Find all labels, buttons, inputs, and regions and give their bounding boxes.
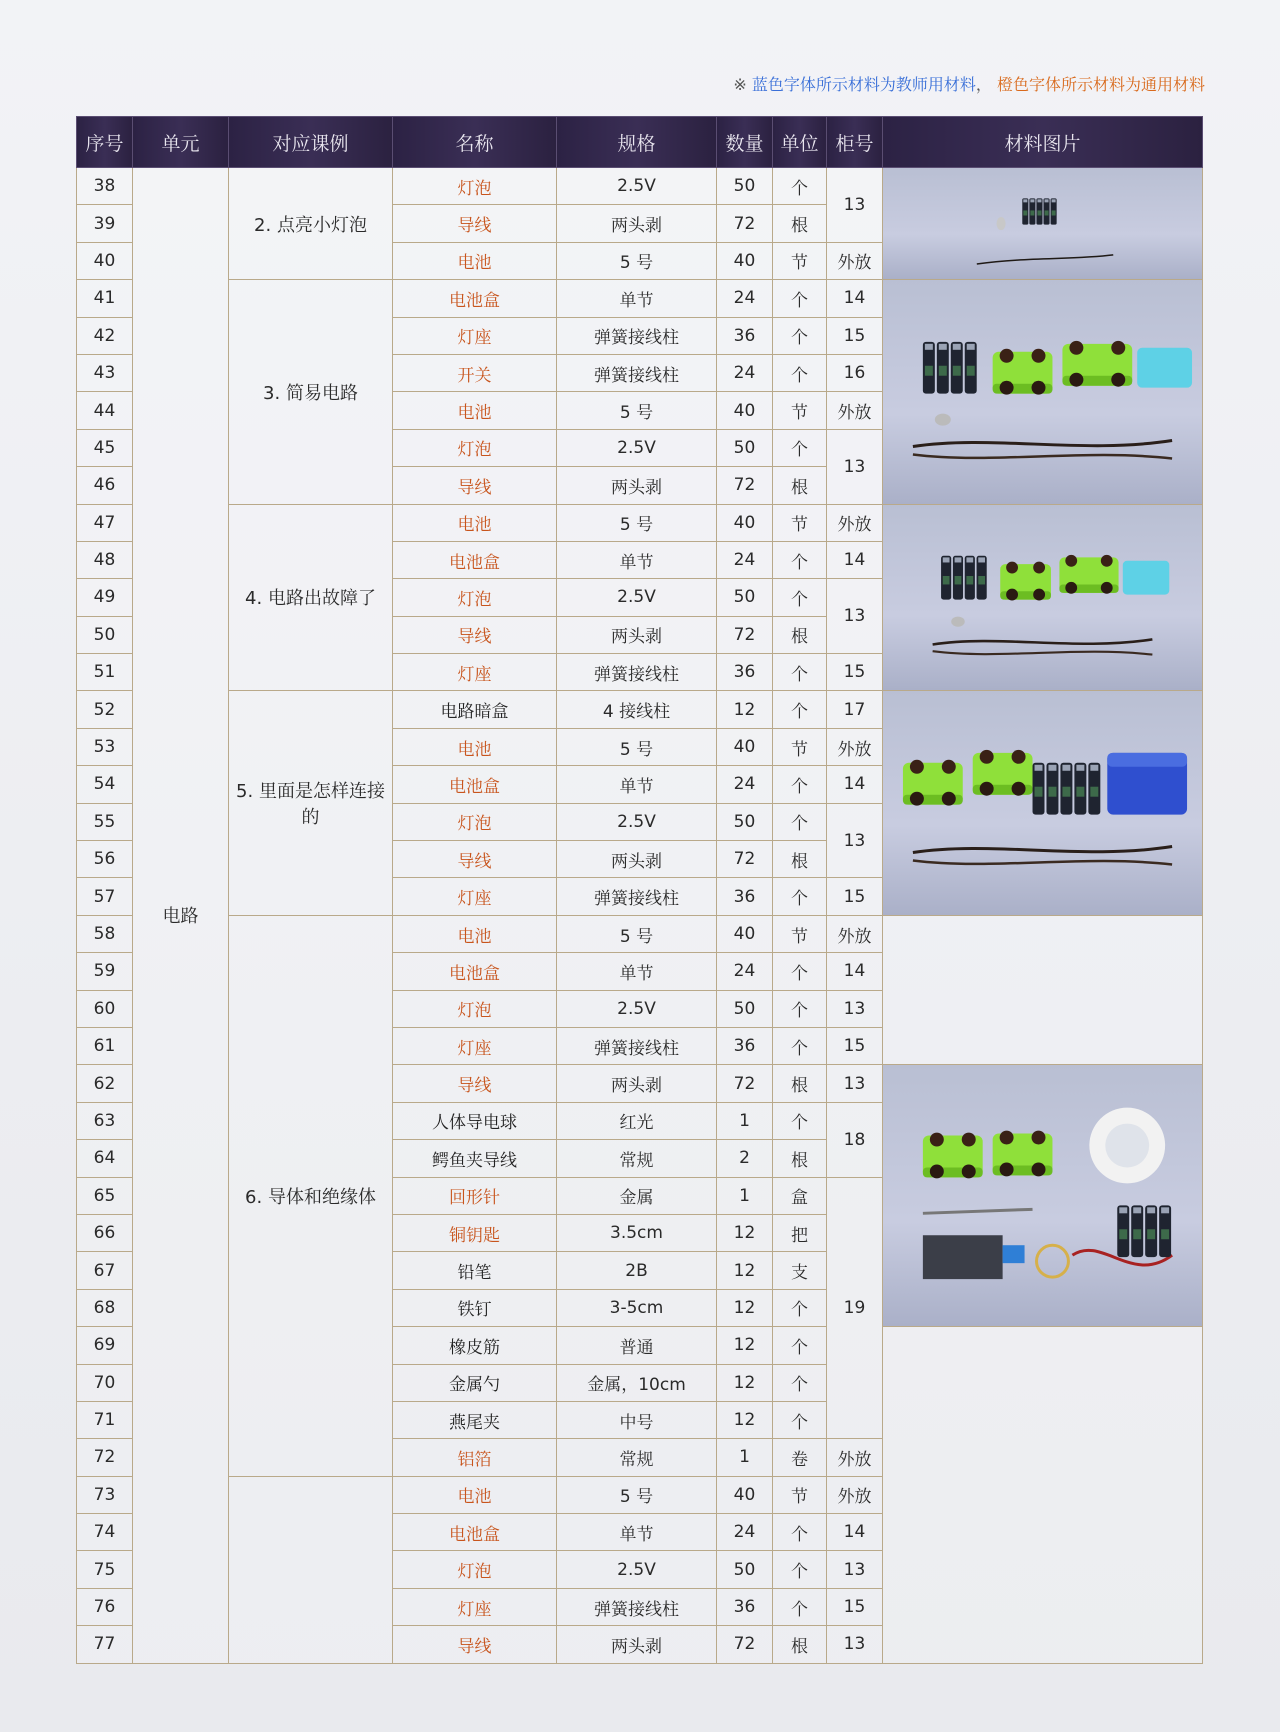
material-spec: 5 号 xyxy=(557,915,717,952)
row-number: 75 xyxy=(77,1551,133,1588)
material-name: 导线 xyxy=(393,841,557,878)
cabinet-number: 外放 xyxy=(827,392,883,429)
material-spec: 2B xyxy=(557,1252,717,1289)
photo-lesson-6 xyxy=(883,1065,1203,1327)
material-spec: 5 号 xyxy=(557,242,717,279)
material-name: 开关 xyxy=(393,354,557,391)
material-spec: 5 号 xyxy=(557,504,717,541)
row-number: 45 xyxy=(77,429,133,466)
material-unit: 个 xyxy=(773,990,827,1027)
material-spec: 2.5V xyxy=(557,1551,717,1588)
material-name: 灯座 xyxy=(393,878,557,915)
material-spec: 单节 xyxy=(557,280,717,317)
material-quantity: 1 xyxy=(717,1102,773,1139)
material-quantity: 12 xyxy=(717,1401,773,1438)
material-quantity: 72 xyxy=(717,841,773,878)
material-quantity: 12 xyxy=(717,1214,773,1251)
material-spec: 弹簧接线柱 xyxy=(557,878,717,915)
material-unit: 支 xyxy=(773,1252,827,1289)
cabinet-number: 13 xyxy=(827,1551,883,1588)
table-header-row xyxy=(77,117,1203,168)
cabinet-number: 19 xyxy=(827,1177,883,1439)
material-name: 灯泡 xyxy=(393,579,557,616)
row-number: 66 xyxy=(77,1214,133,1251)
material-quantity: 12 xyxy=(717,1327,773,1364)
material-spec: 3.5cm xyxy=(557,1214,717,1251)
row-number: 77 xyxy=(77,1626,133,1663)
material-unit: 节 xyxy=(773,392,827,429)
material-unit: 盒 xyxy=(773,1177,827,1214)
material-quantity: 12 xyxy=(717,691,773,728)
material-spec: 单节 xyxy=(557,541,717,578)
material-unit: 把 xyxy=(773,1214,827,1251)
lesson-cell: 4. 电路出故障了 xyxy=(229,504,393,691)
row-number: 71 xyxy=(77,1401,133,1438)
material-spec: 弹簧接线柱 xyxy=(557,1027,717,1064)
note-mark: ※ xyxy=(733,75,747,94)
material-spec: 2.5V xyxy=(557,579,717,616)
cabinet-number: 外放 xyxy=(827,504,883,541)
material-quantity: 40 xyxy=(717,1476,773,1513)
material-unit: 个 xyxy=(773,1551,827,1588)
material-spec: 5 号 xyxy=(557,728,717,765)
material-unit: 个 xyxy=(773,1401,827,1438)
material-quantity: 50 xyxy=(717,429,773,466)
material-unit: 个 xyxy=(773,280,827,317)
row-number: 38 xyxy=(77,168,133,205)
material-name: 铜钥匙 xyxy=(393,1214,557,1251)
header-name: 名称 xyxy=(393,117,557,168)
material-name: 导线 xyxy=(393,616,557,653)
material-name: 鳄鱼夹导线 xyxy=(393,1140,557,1177)
material-name: 铝箔 xyxy=(393,1439,557,1476)
material-name: 电池 xyxy=(393,1476,557,1513)
photo-lesson-2 xyxy=(883,168,1203,280)
material-unit: 个 xyxy=(773,654,827,691)
color-legend-note xyxy=(733,72,1205,95)
cabinet-number: 16 xyxy=(827,354,883,391)
row-number: 48 xyxy=(77,541,133,578)
material-quantity: 12 xyxy=(717,1252,773,1289)
material-quantity: 50 xyxy=(717,990,773,1027)
material-quantity: 72 xyxy=(717,1065,773,1102)
cabinet-number: 13 xyxy=(827,990,883,1027)
header-spec: 规格 xyxy=(557,117,717,168)
material-quantity: 24 xyxy=(717,541,773,578)
material-spec: 4 接线柱 xyxy=(557,691,717,728)
material-unit: 卷 xyxy=(773,1439,827,1476)
row-number: 52 xyxy=(77,691,133,728)
row-number: 55 xyxy=(77,803,133,840)
material-quantity: 72 xyxy=(717,205,773,242)
cabinet-number: 13 xyxy=(827,1065,883,1102)
cabinet-number: 18 xyxy=(827,1102,883,1177)
table-row xyxy=(77,280,1203,317)
row-number: 61 xyxy=(77,1027,133,1064)
material-name: 导线 xyxy=(393,1626,557,1663)
table-row xyxy=(77,691,1203,728)
material-quantity: 1 xyxy=(717,1177,773,1214)
material-spec: 单节 xyxy=(557,766,717,803)
row-number: 43 xyxy=(77,354,133,391)
cabinet-number: 14 xyxy=(827,766,883,803)
photo-lesson-5 xyxy=(883,691,1203,915)
material-quantity: 40 xyxy=(717,504,773,541)
note-teacher-materials: 蓝色字体所示材料为教师用材料 xyxy=(751,75,976,94)
cabinet-number: 外放 xyxy=(827,1476,883,1513)
header-cabinet: 柜号 xyxy=(827,117,883,168)
material-spec: 两头剥 xyxy=(557,1065,717,1102)
material-unit: 节 xyxy=(773,504,827,541)
material-unit: 个 xyxy=(773,766,827,803)
material-name: 灯座 xyxy=(393,1027,557,1064)
material-name: 电池 xyxy=(393,728,557,765)
material-quantity: 50 xyxy=(717,1551,773,1588)
row-number: 41 xyxy=(77,280,133,317)
material-name: 电池盒 xyxy=(393,280,557,317)
photo-blank-1 xyxy=(883,915,1203,1065)
material-unit: 个 xyxy=(773,878,827,915)
cabinet-number: 17 xyxy=(827,691,883,728)
material-name: 电池盒 xyxy=(393,953,557,990)
cabinet-number: 13 xyxy=(827,429,883,504)
material-quantity: 24 xyxy=(717,1514,773,1551)
row-number: 59 xyxy=(77,953,133,990)
row-number: 39 xyxy=(77,205,133,242)
material-quantity: 36 xyxy=(717,1588,773,1625)
material-name: 灯泡 xyxy=(393,429,557,466)
material-unit: 个 xyxy=(773,1327,827,1364)
material-name: 电池盒 xyxy=(393,541,557,578)
material-spec: 5 号 xyxy=(557,392,717,429)
material-name: 灯泡 xyxy=(393,803,557,840)
lesson-cell: 6. 导体和绝缘体 xyxy=(229,915,393,1476)
cabinet-number: 15 xyxy=(827,654,883,691)
row-number: 68 xyxy=(77,1289,133,1326)
lesson-cell xyxy=(229,1476,393,1663)
cabinet-number: 13 xyxy=(827,168,883,243)
material-quantity: 50 xyxy=(717,579,773,616)
material-quantity: 40 xyxy=(717,728,773,765)
material-unit: 个 xyxy=(773,953,827,990)
row-number: 69 xyxy=(77,1327,133,1364)
material-spec: 金属，10cm xyxy=(557,1364,717,1401)
material-spec: 金属 xyxy=(557,1177,717,1214)
material-name: 电路暗盒 xyxy=(393,691,557,728)
material-spec: 5 号 xyxy=(557,1476,717,1513)
material-name: 铁钉 xyxy=(393,1289,557,1326)
row-number: 46 xyxy=(77,467,133,504)
material-unit: 根 xyxy=(773,841,827,878)
material-unit: 根 xyxy=(773,616,827,653)
material-name: 电池 xyxy=(393,915,557,952)
material-name: 导线 xyxy=(393,205,557,242)
material-spec: 两头剥 xyxy=(557,841,717,878)
material-spec: 单节 xyxy=(557,953,717,990)
lesson-cell: 3. 简易电路 xyxy=(229,280,393,504)
photo-lesson-4 xyxy=(883,504,1203,691)
material-name: 橡皮筋 xyxy=(393,1327,557,1364)
lesson-cell: 2. 点亮小灯泡 xyxy=(229,168,393,280)
material-spec: 单节 xyxy=(557,1514,717,1551)
material-quantity: 50 xyxy=(717,803,773,840)
material-spec: 弹簧接线柱 xyxy=(557,354,717,391)
row-number: 47 xyxy=(77,504,133,541)
material-unit: 根 xyxy=(773,1626,827,1663)
cabinet-number: 14 xyxy=(827,1514,883,1551)
material-spec: 普通 xyxy=(557,1327,717,1364)
row-number: 58 xyxy=(77,915,133,952)
header-qty: 数量 xyxy=(717,117,773,168)
lesson-cell: 5. 里面是怎样连接的 xyxy=(229,691,393,915)
material-quantity: 36 xyxy=(717,1027,773,1064)
row-number: 40 xyxy=(77,242,133,279)
row-number: 51 xyxy=(77,654,133,691)
header-lesson: 对应课例 xyxy=(229,117,393,168)
material-unit: 节 xyxy=(773,728,827,765)
row-number: 63 xyxy=(77,1102,133,1139)
material-unit: 个 xyxy=(773,541,827,578)
material-spec: 两头剥 xyxy=(557,205,717,242)
material-unit: 个 xyxy=(773,803,827,840)
row-number: 60 xyxy=(77,990,133,1027)
material-quantity: 72 xyxy=(717,467,773,504)
material-spec: 2.5V xyxy=(557,803,717,840)
material-quantity: 2 xyxy=(717,1140,773,1177)
material-spec: 2.5V xyxy=(557,429,717,466)
material-name: 灯座 xyxy=(393,1588,557,1625)
cabinet-number: 外放 xyxy=(827,242,883,279)
material-quantity: 12 xyxy=(717,1364,773,1401)
material-name: 电池盒 xyxy=(393,1514,557,1551)
material-name: 铅笔 xyxy=(393,1252,557,1289)
material-name: 灯座 xyxy=(393,654,557,691)
material-quantity: 36 xyxy=(717,317,773,354)
material-unit: 节 xyxy=(773,1476,827,1513)
material-unit: 个 xyxy=(773,354,827,391)
row-number: 65 xyxy=(77,1177,133,1214)
material-unit: 个 xyxy=(773,1102,827,1139)
material-name: 人体导电球 xyxy=(393,1102,557,1139)
material-unit: 根 xyxy=(773,467,827,504)
material-unit: 根 xyxy=(773,205,827,242)
material-photo xyxy=(883,691,1202,914)
table-row xyxy=(77,504,1203,541)
unit-cell: 电路 xyxy=(133,168,229,1664)
cabinet-number: 外放 xyxy=(827,915,883,952)
material-unit: 根 xyxy=(773,1065,827,1102)
material-spec: 常规 xyxy=(557,1140,717,1177)
material-name: 电池 xyxy=(393,504,557,541)
material-unit: 根 xyxy=(773,1140,827,1177)
material-quantity: 72 xyxy=(717,1626,773,1663)
material-photo xyxy=(883,168,1202,279)
material-name: 导线 xyxy=(393,467,557,504)
material-spec: 弹簧接线柱 xyxy=(557,654,717,691)
material-spec: 两头剥 xyxy=(557,616,717,653)
material-spec: 常规 xyxy=(557,1439,717,1476)
row-number: 64 xyxy=(77,1140,133,1177)
material-unit: 个 xyxy=(773,1289,827,1326)
photo-blank-2 xyxy=(883,1327,1203,1664)
material-photo xyxy=(883,280,1202,503)
material-spec: 2.5V xyxy=(557,990,717,1027)
cabinet-number: 14 xyxy=(827,541,883,578)
material-unit: 个 xyxy=(773,429,827,466)
material-name: 电池 xyxy=(393,392,557,429)
material-unit: 个 xyxy=(773,691,827,728)
material-quantity: 24 xyxy=(717,953,773,990)
row-number: 73 xyxy=(77,1476,133,1513)
material-spec: 弹簧接线柱 xyxy=(557,1588,717,1625)
note-common-materials: 橙色字体所示材料为通用材料 xyxy=(996,75,1205,94)
material-unit: 节 xyxy=(773,915,827,952)
cabinet-number: 13 xyxy=(827,579,883,654)
material-unit: 个 xyxy=(773,168,827,205)
material-name: 燕尾夹 xyxy=(393,1401,557,1438)
note-separator: ， xyxy=(975,75,992,94)
table-row xyxy=(77,915,1203,952)
row-number: 70 xyxy=(77,1364,133,1401)
material-unit: 个 xyxy=(773,1588,827,1625)
material-unit: 个 xyxy=(773,1027,827,1064)
material-photo xyxy=(883,505,1202,691)
material-spec: 两头剥 xyxy=(557,1626,717,1663)
row-number: 56 xyxy=(77,841,133,878)
material-spec: 3-5cm xyxy=(557,1289,717,1326)
material-spec: 红光 xyxy=(557,1102,717,1139)
header-unit: 单元 xyxy=(133,117,229,168)
material-quantity: 36 xyxy=(717,654,773,691)
material-name: 导线 xyxy=(393,1065,557,1102)
material-quantity: 24 xyxy=(717,354,773,391)
material-quantity: 24 xyxy=(717,280,773,317)
table-body xyxy=(77,168,1203,1664)
material-spec: 两头剥 xyxy=(557,467,717,504)
material-quantity: 50 xyxy=(717,168,773,205)
material-quantity: 24 xyxy=(717,766,773,803)
cabinet-number: 15 xyxy=(827,878,883,915)
material-unit: 个 xyxy=(773,317,827,354)
header-measure: 单位 xyxy=(773,117,827,168)
material-quantity: 40 xyxy=(717,915,773,952)
cabinet-number: 14 xyxy=(827,953,883,990)
material-quantity: 12 xyxy=(717,1289,773,1326)
material-name: 电池 xyxy=(393,242,557,279)
material-quantity: 1 xyxy=(717,1439,773,1476)
material-name: 灯泡 xyxy=(393,168,557,205)
cabinet-number: 15 xyxy=(827,1027,883,1064)
material-quantity: 36 xyxy=(717,878,773,915)
material-photo xyxy=(883,1065,1202,1326)
row-number: 57 xyxy=(77,878,133,915)
row-number: 50 xyxy=(77,616,133,653)
material-name: 回形针 xyxy=(393,1177,557,1214)
row-number: 42 xyxy=(77,317,133,354)
material-spec: 2.5V xyxy=(557,168,717,205)
row-number: 72 xyxy=(77,1439,133,1476)
material-quantity: 72 xyxy=(717,616,773,653)
material-unit: 个 xyxy=(773,579,827,616)
material-name: 灯座 xyxy=(393,317,557,354)
material-name: 电池盒 xyxy=(393,766,557,803)
row-number: 76 xyxy=(77,1588,133,1625)
header-seq: 序号 xyxy=(77,117,133,168)
material-name: 灯泡 xyxy=(393,1551,557,1588)
row-number: 53 xyxy=(77,728,133,765)
row-number: 44 xyxy=(77,392,133,429)
table-row xyxy=(77,168,1203,205)
cabinet-number: 13 xyxy=(827,803,883,878)
material-unit: 个 xyxy=(773,1364,827,1401)
photo-lesson-3 xyxy=(883,280,1203,504)
material-quantity: 40 xyxy=(717,392,773,429)
cabinet-number: 外放 xyxy=(827,728,883,765)
row-number: 49 xyxy=(77,579,133,616)
row-number: 54 xyxy=(77,766,133,803)
row-number: 67 xyxy=(77,1252,133,1289)
material-spec: 弹簧接线柱 xyxy=(557,317,717,354)
cabinet-number: 14 xyxy=(827,280,883,317)
material-name: 金属勺 xyxy=(393,1364,557,1401)
material-name: 灯泡 xyxy=(393,990,557,1027)
cabinet-number: 15 xyxy=(827,1588,883,1625)
cabinet-number: 15 xyxy=(827,317,883,354)
material-spec: 中号 xyxy=(557,1401,717,1438)
header-photo: 材料图片 xyxy=(883,117,1203,168)
material-unit: 个 xyxy=(773,1514,827,1551)
materials-table xyxy=(76,116,1203,1664)
cabinet-number: 13 xyxy=(827,1626,883,1663)
cabinet-number: 外放 xyxy=(827,1439,883,1476)
material-unit: 节 xyxy=(773,242,827,279)
material-quantity: 40 xyxy=(717,242,773,279)
row-number: 62 xyxy=(77,1065,133,1102)
row-number: 74 xyxy=(77,1514,133,1551)
